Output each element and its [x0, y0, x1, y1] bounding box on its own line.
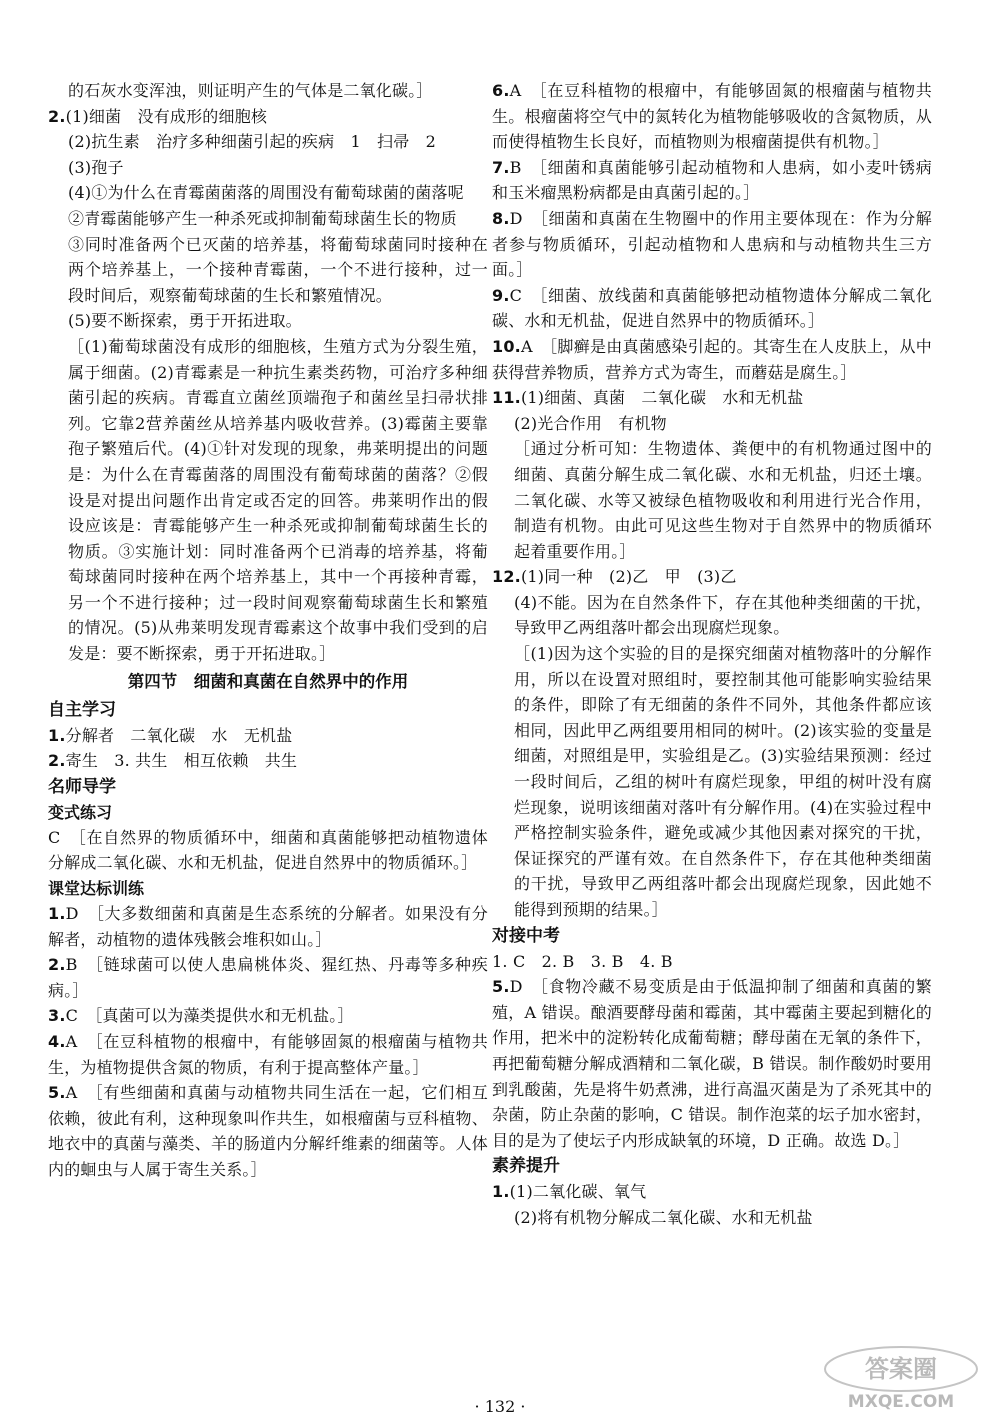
item-text: 寄生 3. 共生 相互依赖 共生 [65, 751, 298, 771]
item-text: 分解者 二氧化碳 水 无机盐 [65, 725, 293, 745]
item-text: D ［食物冷藏不易变质是由于低温抑制了细菌和真菌的繁殖，A 错误。酿酒要酵母菌和霉菌，其中霉菌主要起到糖化的作用，把米中的淀粉转化成葡萄糖；酵母菌在无氧的条件下，再把葡萄糖分解成酒精和二氧化碳，B 错误。制作酸奶时要用到乳酸菌，先是将牛奶煮沸，进行高温灭菌是为了杀死其中的杂菌，防止杂菌的影响，C 错误。制作泡菜的坛子加水密封，目的是为了使坛子内形成缺氧的环境，D 正确。故选 D。］ [492, 977, 932, 1150]
subsection-heading: 课堂达标训练 [48, 879, 145, 899]
section-heading: 对接中考 [492, 925, 560, 946]
text-paragraph: C ［在自然界的物质循环中，细菌和真菌能够把动植物遗体分解成二氧化碳、水和无机盐，促进自然界中的物质循环。］ [48, 827, 488, 873]
watermark-logo [816, 1343, 986, 1413]
item-number: 2. [48, 751, 66, 771]
item-text: (1)细菌 没有成形的细胞核 [65, 106, 268, 126]
watermark-text-en: MXQE.COM [847, 1392, 955, 1412]
answer-item [492, 206, 932, 283]
item-number: 2. [48, 955, 66, 975]
left-column [48, 78, 488, 1183]
item-text: D ［大多数细菌和真菌是生态系统的分解者。如果没有分解者，动植物的遗体残骸会堆积如山。］ [48, 904, 488, 949]
right-column [492, 78, 932, 1231]
answer-item [48, 952, 488, 1003]
answer-item [48, 1080, 488, 1182]
answer-item [492, 564, 932, 590]
item-number: 1. [48, 725, 66, 745]
answer-item [492, 78, 932, 155]
answer-item [492, 334, 932, 385]
text-paragraph: ［(1)葡萄球菌没有成形的细胞核，生殖方式为分裂生殖，属于细菌。(2)青霉素是一种抗生素类药物，可治疗多种细菌引起的疾病。青霉直立菌丝顶端孢子和菌丝呈扫帚状排列。它靠2营养菌丝从培养基内吸收营养。(3)霉菌主要靠孢子繁殖后代。(4)①针对发现的现象，弗莱明提出的问题是：为什么在青霉菌落的周围没有葡萄球菌的菌落？②假设是对提出问题作出肯定或否定的回答。弗莱明作出的假设应该是：青霉能够产生一种杀死或抑制葡萄球菌生长的物质。③实施计划：同时准备两个已消毒的培养基，将葡萄球菌同时接种在两个培养基上，其中一个再接种青霉，另一个不进行接种；过一段时间观察葡萄球菌生长和繁殖的情况。(5)从弗莱明发现青霉素这个故事中我们受到的启发是：要不断探索，勇于开拓进取。］ [68, 336, 488, 664]
item-text: (1)二氧化碳、氧气 [509, 1182, 647, 1202]
text-paragraph: ［通过分析可知：生物遗体、粪便中的有机物通过图中的细菌、真菌分解生成二氧化碳、水和无机盐，归还土壤。二氧化碳、水等又被绿色植物吸收和利用进行光合作用，制造有机物。由此可见这些生物对于自然界中的物质循环起着重要作用。］ [514, 439, 932, 561]
item-text: (1)细菌、真菌 二氧化碳 水和无机盐 [520, 388, 804, 408]
item-number: 12. [492, 567, 521, 587]
text-paragraph: (5)要不断探索，勇于开拓进取。 [68, 311, 302, 331]
answer-item [48, 723, 488, 749]
item-text: A ［有些细菌和真菌与动植物共同生活在一起，它们相互依赖，彼此有利，这种现象叫作共生，如根瘤菌与豆科植物、地衣中的真菌与藻类、羊的肠道内分解纤维素的细菌等。人体内的蛔虫与人属于寄生关系。］ [48, 1083, 488, 1179]
text-paragraph: (2)抗生素 治疗多种细菌引起的疾病 1 扫帚 2 [68, 132, 437, 152]
watermark-text-cn: 答案圈 [865, 1355, 937, 1383]
item-text: C ［细菌、放线菌和真菌能够把动植物遗体分解成二氧化碳、水和无机盐，促进自然界中的物质循环。］ [492, 285, 932, 331]
text-paragraph: ③同时准备两个已灭菌的培养基，将葡萄球菌同时接种在两个培养基上，一个接种青霉菌，一个不进行接种，过一段时间后，观察葡萄球菌的生长和繁殖情况。 [68, 234, 488, 305]
item-text: B ［链球菌可以使人患扁桃体炎、猩红热、丹毒等多种疾病。］ [48, 955, 488, 1000]
item-number: 3. [48, 1006, 66, 1026]
text-paragraph: ②青霉菌能够产生一种杀死或抑制葡萄球菌生长的物质 [68, 208, 457, 228]
item-number: 11. [492, 388, 521, 408]
item-number: 9. [492, 285, 510, 305]
item-number: 5. [48, 1083, 66, 1103]
item-number: 2. [48, 106, 66, 126]
item-number: 10. [492, 336, 521, 356]
item-number: 1. [492, 1182, 510, 1202]
section-heading: 素养提升 [492, 1156, 560, 1177]
item-number: 4. [48, 1032, 66, 1051]
item-text: A ［在豆科植物的根瘤中，有能够固氮的根瘤菌与植物共生。根瘤菌将空气中的氮转化为植物能够吸收的含氮物质，从而使得植物生长良好，而植物则为根瘤菌提供有机物。］ [492, 81, 932, 152]
answer-item [48, 1003, 488, 1029]
text-paragraph: (2)光合作用 有机物 [514, 413, 667, 433]
text-paragraph: (2)将有机物分解成二氧化碳、水和无机盐 [514, 1207, 813, 1227]
section-heading: 自主学习 [48, 699, 116, 720]
answer-item [492, 283, 932, 334]
item-text: (1)同一种 (2)乙 甲 (3)乙 [520, 567, 737, 587]
text-paragraph: (3)孢子 [68, 157, 124, 177]
answer-item [492, 385, 932, 411]
text-paragraph: (4)①为什么在青霉菌菌落的周围没有葡萄球菌的菌落呢 [68, 183, 464, 203]
answer-item [48, 901, 488, 952]
item-number: 8. [492, 208, 510, 228]
page-number: · 132 · [474, 1397, 526, 1416]
answer-item [48, 104, 488, 130]
answer-item [48, 1029, 488, 1080]
subsection-heading: 变式练习 [48, 802, 113, 822]
answer-item [492, 974, 932, 1153]
text-paragraph: 1. C 2. B 3. B 4. B [492, 951, 673, 971]
answer-item [492, 155, 932, 206]
answer-item [48, 748, 488, 774]
section-heading: 名师导学 [48, 776, 116, 797]
item-number: 1. [48, 904, 66, 924]
text-paragraph: ［(1)因为这个实验的目的是探究细菌对植物落叶的分解作用，所以在设置对照组时，要控制其他可能影响实验结果的条件，即除了有无细菌的条件不同外，其他条件都应该相同，因此甲乙两组要用相同的树叶。(2)该实验的变量是细菌，对照组是甲，实验组是乙。(3)实验结果预测：经过一段时间后，乙组的树叶有腐烂现象，甲组的树叶没有腐烂现象，说明该细菌对落叶有分解作用。(4)在实验过程中严格控制实验条件，避免或减少其他因素对探究的干扰，保证探究的严谨有效。在自然条件下，存在其他种类细菌的干扰，导致甲乙两组落叶都会出现腐烂现象，因此她不能得到预期的结果。］ [514, 644, 932, 919]
text-paragraph: (4)不能。因为在自然条件下，存在其他种类细菌的干扰，导致甲乙两组落叶都会出现腐烂现象。 [514, 592, 932, 638]
item-text: A ［脚癣是由真菌感染引起的。其寄生在人皮肤上，从中获得营养物质，营养方式为寄生，而蘑菇是腐生。］ [492, 336, 932, 382]
item-number: 7. [492, 157, 510, 177]
item-text: B ［细菌和真菌能够引起动植物和人患病，如小麦叶锈病和玉米瘤黑粉病都是由真菌引起的。］ [492, 157, 932, 203]
text-paragraph: 的石灰水变浑浊，则证明产生的气体是二氧化碳。］ [68, 81, 433, 100]
item-text: C ［真菌可以为藻类提供水和无机盐。］ [65, 1006, 354, 1026]
item-number: 5. [492, 977, 510, 997]
item-text: D ［细菌和真菌在生物圈中的作用主要体现在：作为分解者参与物质循环，引起动植物和人患病和与动植物共生三方面。］ [492, 208, 932, 280]
item-number: 6. [492, 81, 510, 100]
answer-item [492, 1179, 932, 1205]
item-text: A ［在豆科植物的根瘤中，有能够固氮的根瘤菌与植物共生，为植物提供含氮的物质，有利于提高整体产量。］ [48, 1032, 488, 1077]
section-title: 第四节 细菌和真菌在自然界中的作用 [127, 671, 409, 691]
